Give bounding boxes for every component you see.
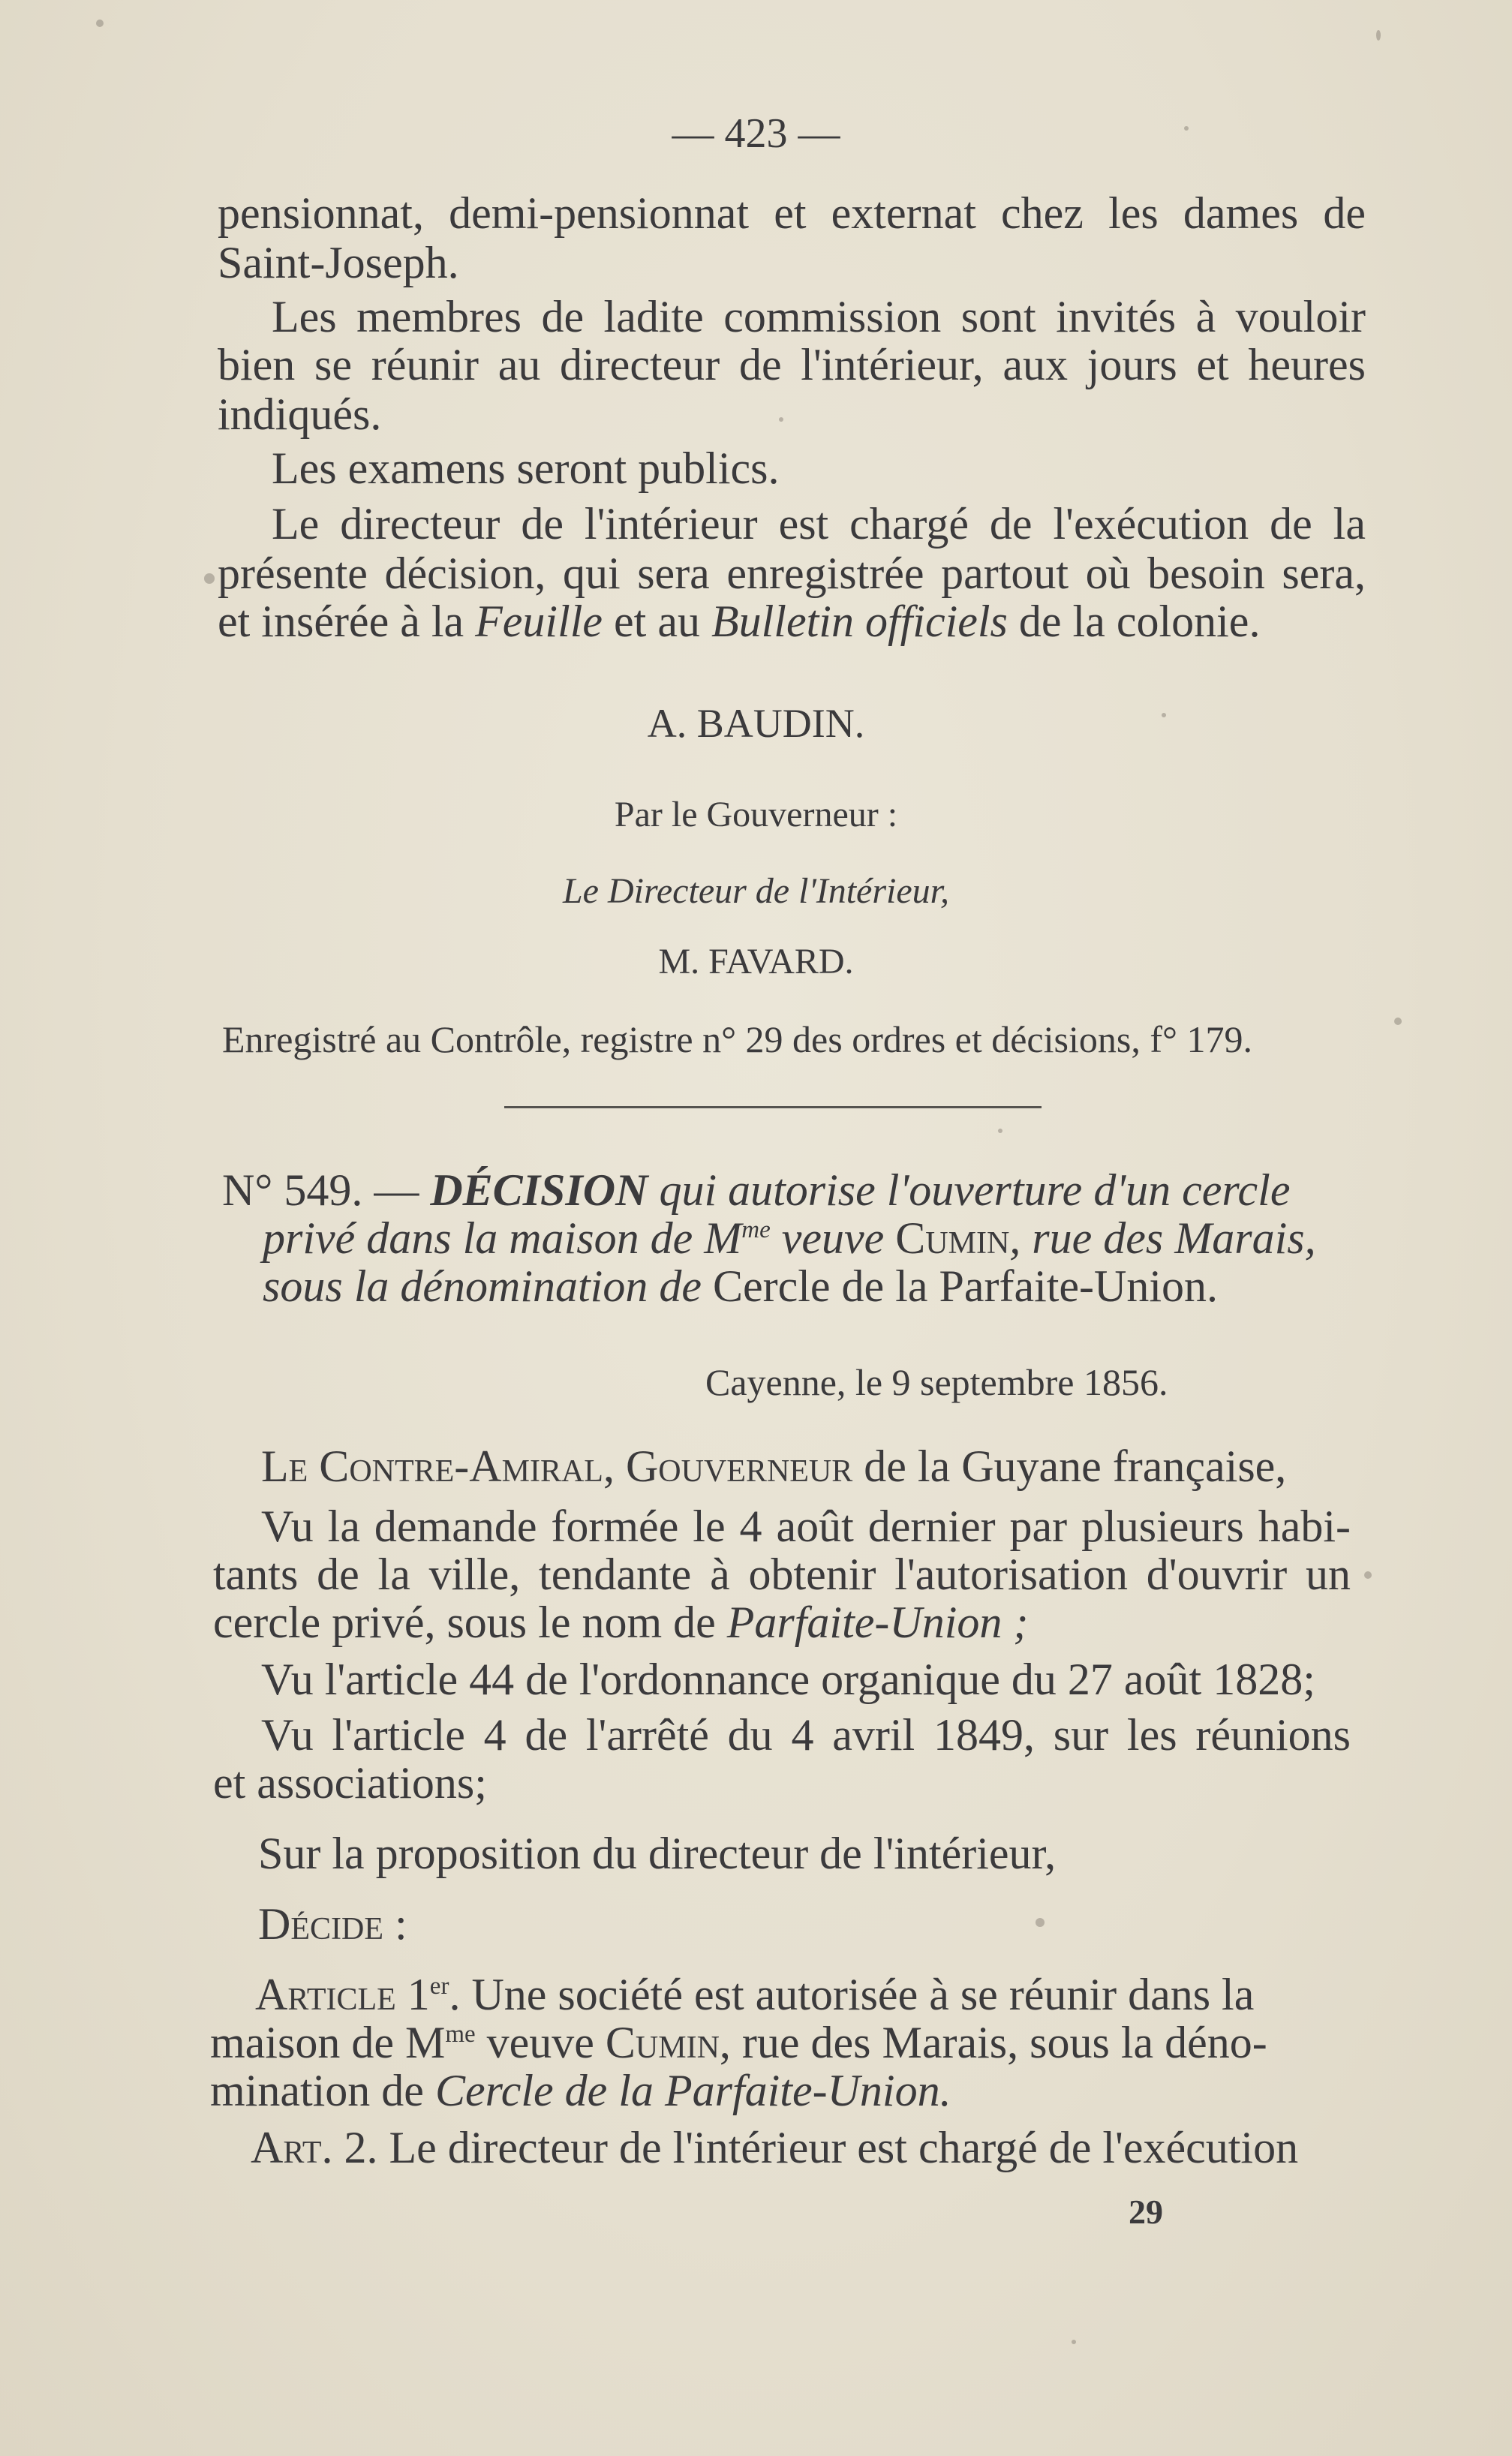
signer-title: Le Directeur de l'Intérieur, [562,871,950,911]
text-line: tants de la ville, tendante à obtenir l'autorisation d'ouvrir un [213,1550,1351,1599]
text-span: , rue des Marais, [1009,1213,1316,1263]
dust-speck [96,20,104,27]
article-line [210,2020,1267,2065]
text-span: sous la dénomination de [263,1261,713,1311]
text-line: Les membres de ladite commission sont invités à vouloir [272,292,1366,341]
text-line [213,1600,1028,1645]
text-span: mination de [210,2066,435,2115]
decision-label: DÉCISION [430,1165,648,1215]
publication-name: Feuille [475,597,603,646]
text-span: privé dans la maison de M [263,1213,742,1263]
dust-speck [1364,1571,1372,1579]
text-span: et au [603,597,711,646]
decision-number: N° 549. — [222,1165,431,1215]
text-span: et insérée à la [218,597,476,646]
text-span: . Une société est autorisée à se réunir dans la [449,1970,1255,2019]
article-line [255,1972,1342,2017]
text-line: Sur la proposition du directeur de l'intérieur, [258,1829,1057,1878]
decision-heading [222,1165,1291,1215]
article-label: Article 1 [255,1970,430,2019]
article-line [251,2125,1298,2170]
circle-name: Parfaite-Union ; [726,1598,1029,1647]
dust-speck [1376,30,1381,41]
signature-mark: 29 [1129,2193,1163,2231]
text-line: bien se réunir au directeur de l'intérieur, aux jours et heures [218,340,1366,389]
rank: Gouverneur [625,1441,853,1491]
text-span: veuve [770,1213,896,1263]
dust-speck [1036,1918,1045,1927]
text-line: Saint-Joseph. [218,238,459,287]
signer-name: M. FAVARD. [658,942,854,981]
signature-by: Par le Gouverneur : [614,795,898,834]
place-date: Cayenne, le 9 septembre 1856. [705,1361,1168,1403]
person-name: Cumin [895,1213,1010,1263]
text-line [218,599,1260,644]
text-span: , [603,1441,626,1491]
text-line: et associations; [213,1758,487,1808]
governor-signature: A. BAUDIN. [647,701,865,746]
text-span: de la colonie. [1007,597,1261,646]
dust-speck [998,1129,1002,1133]
text-span: cercle privé, sous le nom de [213,1598,727,1647]
superscript: me [741,1216,771,1243]
decide-label: Décide : [258,1899,407,1949]
superscript: me [445,2021,476,2048]
page-number: — 423 — [672,110,840,157]
circle-name: Cercle de la Parfaite-Union. [712,1261,1219,1311]
section-divider [504,1106,1042,1108]
text-line: Les examens seront publics. [272,443,780,493]
article-line [210,2068,951,2113]
dust-speck [779,417,783,422]
text-line: Vu l'article 44 de l'ordonnance organique du 27 août 1828; [261,1655,1315,1704]
text-span: , rue des Marais, sous la déno- [719,2018,1267,2067]
rank: Le Contre-Amiral [261,1441,603,1491]
decision-title-line [263,1213,1316,1263]
decision-title-line [263,1261,1219,1311]
dust-speck [1394,1018,1402,1025]
text-line: présente décision, qui sera enregistrée partout où besoin sera, [218,549,1366,598]
text-line: Vu la demande formée le 4 août dernier par plusieurs habi- [261,1502,1351,1551]
article-label: Art [251,2123,322,2172]
text-line: pensionnat, demi-pensionnat et externat chez les dames de [218,188,1366,238]
text-span: . 2. Le directeur de l'intérieur est chargé de l'exécution [321,2123,1299,2172]
text-line: Vu l'article 4 de l'arrêté du 4 avril 1849, sur les réunions [261,1710,1351,1760]
text-line: indiqués. [218,389,382,439]
text-line [261,1441,1287,1491]
circle-name: Cercle de la Parfaite-Union. [434,2066,951,2115]
text-span: de la Guyane française, [852,1441,1287,1491]
decision-title: qui autorise l'ouverture d'un cercle [648,1165,1291,1215]
dust-speck [1072,2340,1076,2344]
registration-note: Enregistré au Contrôle, registre n° 29 des ordres et décisions, f° 179. [222,1018,1252,1060]
text-span: maison de M [210,2018,446,2067]
text-line: Le directeur de l'intérieur est chargé de l'exécution de la [272,499,1366,549]
superscript: er [429,1973,449,2000]
person-name: Cumin [605,2018,720,2067]
publication-name: Bulletin officiels [711,597,1008,646]
dust-speck [204,573,215,584]
text-span: veuve [475,2018,606,2067]
